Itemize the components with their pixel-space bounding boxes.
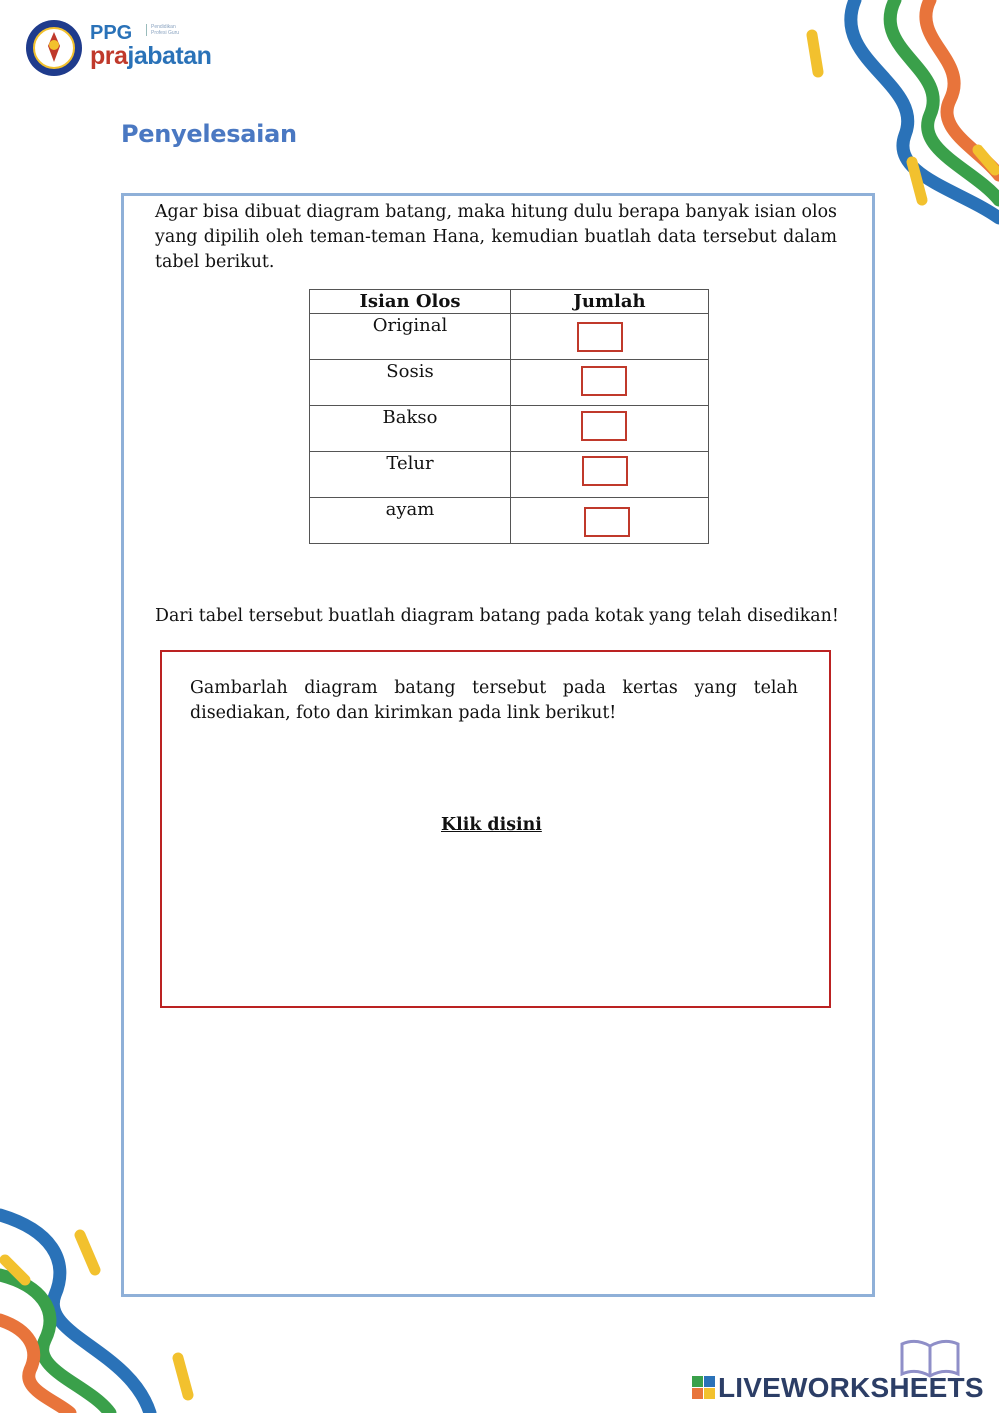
row-name-telur: Telur [310, 452, 511, 498]
brand-jabatan: jabatan [127, 42, 212, 70]
university-emblem-icon [24, 18, 84, 78]
live-badge-icon [692, 1376, 716, 1400]
row-name-sosis: Sosis [310, 360, 511, 406]
table-row [310, 406, 709, 452]
answer-input-sosis[interactable] [581, 366, 627, 396]
brand-pra: pra [90, 42, 128, 70]
table-header-row [310, 290, 709, 314]
column-header-isian: Isian Olos [310, 290, 511, 314]
brand-prajabatan [90, 42, 211, 71]
answer-input-ayam[interactable] [584, 507, 630, 537]
brand-tagline: Pendidikan Profesi Guru [146, 24, 191, 36]
instruction-text: Dari tabel tersebut buatlah diagram batang pada kotak yang telah disedikan! [155, 606, 839, 626]
row-name-original: Original [310, 314, 511, 360]
page-title: Penyelesaian [121, 120, 297, 148]
table-row [310, 452, 709, 498]
upload-instruction: Gambarlah diagram batang tersebut pada kertas yang telah disediakan, foto dan kirimkan pada link berikut! [190, 678, 798, 723]
row-name-ayam: ayam [310, 498, 511, 544]
liveworksheets-brand: LIVEWORKSHEETS [718, 1372, 984, 1403]
table-row [310, 314, 709, 360]
intro-paragraph: Agar bisa dibuat diagram batang, maka hitung dulu berapa banyak isian olos yang dipilih oleh teman-teman Hana, kemudian buatlah data tersebut dalam tabel berikut. [155, 202, 837, 272]
row-name-bakso: Bakso [310, 406, 511, 452]
upload-link[interactable]: Klik disini [441, 815, 542, 835]
column-header-jumlah: Jumlah [511, 290, 709, 314]
isian-olos-table [309, 289, 709, 544]
answer-input-telur[interactable] [582, 456, 628, 486]
answer-input-bakso[interactable] [581, 411, 627, 441]
answer-input-original[interactable] [577, 322, 623, 352]
table-row [310, 360, 709, 406]
liveworksheets-logo [692, 1338, 992, 1408]
ppg-prajabatan-logo [24, 18, 224, 80]
brand-ppg: PPG [90, 22, 133, 44]
table-row [310, 498, 709, 544]
